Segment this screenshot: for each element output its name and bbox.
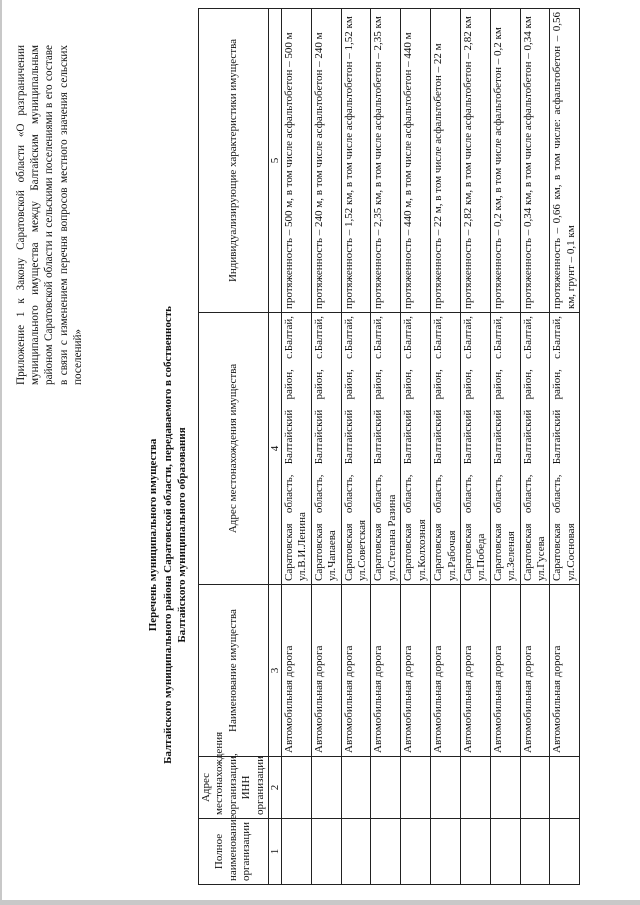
org-address-cell xyxy=(341,757,371,819)
org-name-cell xyxy=(371,819,401,885)
property-name-cell: Автомобильная дорога xyxy=(490,585,520,757)
column-number-row xyxy=(269,9,282,885)
header-property-name: Наименование имущества xyxy=(199,585,269,757)
header-row xyxy=(199,9,269,885)
org-name-cell xyxy=(431,819,461,885)
table-row xyxy=(550,9,580,885)
property-address-cell: Саратовская область, Балтайский район, с.Балтай, ул.Чапаева xyxy=(311,313,341,585)
appendix-note: Приложение 1 к Закону Саратовской области «О разграничении муниципального имущества между Балтайским муниципальным районом Саратовской области и сельскими поселениями в его составе в связи с изменением перечня вопросов местного значения сельских поселений» xyxy=(15,45,84,385)
characteristics-cell: протяженность – 0,34 км, в том числе асфальтобетон – 0,34 км xyxy=(520,9,550,313)
property-name-cell: Автомобильная дорога xyxy=(282,585,312,757)
org-address-cell xyxy=(371,757,401,819)
property-name-cell: Автомобильная дорога xyxy=(520,585,550,757)
title-line-3: Балтайского муниципального образования xyxy=(176,427,188,643)
property-address-cell: Саратовская область, Балтайский район, с.Балтай, ул.Советская xyxy=(341,313,371,585)
table-row xyxy=(341,9,371,885)
characteristics-cell: протяженность – 0,2 км, в том числе асфальтобетон – 0,2 км xyxy=(490,9,520,313)
property-name-cell: Автомобильная дорога xyxy=(460,585,490,757)
title-line-2: Балтайского муниципального района Саратовской области, передаваемого в собственность xyxy=(161,306,174,764)
property-address-cell: Саратовская область, Балтайский район, с.Балтай, ул.Победа xyxy=(460,313,490,585)
property-name-cell: Автомобильная дорога xyxy=(341,585,371,757)
characteristics-cell: протяженность – 240 м, в том числе асфальтобетон – 240 м xyxy=(311,9,341,313)
property-address-cell: Саратовская область, Балтайский район, с.Балтай, ул.Зеленая xyxy=(490,313,520,585)
document-title xyxy=(146,255,190,815)
table-row xyxy=(460,9,490,885)
org-address-cell xyxy=(401,757,431,819)
column-number: 2 xyxy=(269,757,282,819)
org-name-cell xyxy=(311,819,341,885)
title-line-1: Перечень муниципального имущества xyxy=(147,438,159,632)
property-name-cell: Автомобильная дорога xyxy=(371,585,401,757)
characteristics-cell: протяженность – 0,66 км, в том числе: асфальтобетон – 0,56 км, грунт – 0,1 км xyxy=(550,9,580,313)
org-name-cell xyxy=(550,819,580,885)
table-row xyxy=(371,9,401,885)
table-row xyxy=(431,9,461,885)
property-address-cell: Саратовская область, Балтайский район, с.Балтай, ул.Рабочая xyxy=(431,313,461,585)
org-name-cell xyxy=(520,819,550,885)
column-number: 1 xyxy=(269,819,282,885)
header-property-address: Адрес местонахождения имущества xyxy=(199,313,269,585)
org-name-cell xyxy=(282,819,312,885)
property-address-cell: Саратовская область, Балтайский район, с.Балтай, ул.Колхозная xyxy=(401,313,431,585)
characteristics-cell: протяженность – 2,35 км, в том числе асфальтобетон – 2,35 км xyxy=(371,9,401,313)
table-row xyxy=(520,9,550,885)
column-number: 4 xyxy=(269,313,282,585)
org-address-cell xyxy=(490,757,520,819)
characteristics-cell: протяженность – 500 м, в том числе асфальтобетон – 500 м xyxy=(282,9,312,313)
org-name-cell xyxy=(460,819,490,885)
table-row xyxy=(311,9,341,885)
org-address-cell xyxy=(460,757,490,819)
column-number: 3 xyxy=(269,585,282,757)
property-address-cell: Саратовская область, Балтайский район, с.Балтай, ул.Гусева xyxy=(520,313,550,585)
property-name-cell: Автомобильная дорога xyxy=(550,585,580,757)
property-name-cell: Автомобильная дорога xyxy=(311,585,341,757)
table-row xyxy=(282,9,312,885)
header-org-name: Полное наименование организации xyxy=(199,819,269,885)
header-org-address: Адрес местонахождения организации, ИНН организации xyxy=(199,757,269,819)
property-address-cell: Саратовская область, Балтайский район, с.Балтай, ул.В.И.Ленина xyxy=(282,313,312,585)
characteristics-cell: протяженность – 2,82 км, в том числе асфальтобетон – 2,82 км xyxy=(460,9,490,313)
org-name-cell xyxy=(490,819,520,885)
characteristics-cell: протяженность – 440 м, в том числе асфальтобетон – 440 м xyxy=(401,9,431,313)
org-address-cell xyxy=(431,757,461,819)
property-name-cell: Автомобильная дорога xyxy=(401,585,431,757)
org-address-cell xyxy=(520,757,550,819)
org-name-cell xyxy=(401,819,431,885)
header-characteristics: Индивидуализирующие характеристики имущества xyxy=(199,9,269,313)
column-number: 5 xyxy=(269,9,282,313)
property-name-cell: Автомобильная дорога xyxy=(431,585,461,757)
characteristics-cell: протяженность – 1,52 км, в том числе асфальтобетон – 1,52 км xyxy=(341,9,371,313)
property-address-cell: Саратовская область, Балтайский район, с.Балтай, ул.Сосновая xyxy=(550,313,580,585)
org-address-cell xyxy=(282,757,312,819)
table-row xyxy=(490,9,520,885)
org-name-cell xyxy=(341,819,371,885)
property-address-cell: Саратовская область, Балтайский район, с.Балтай, ул.Степана Разина xyxy=(371,313,401,585)
characteristics-cell: протяженность – 22 м, в том числе асфальтобетон – 22 м xyxy=(431,9,461,313)
org-address-cell xyxy=(311,757,341,819)
table-row xyxy=(401,9,431,885)
org-address-cell xyxy=(550,757,580,819)
property-table xyxy=(198,8,580,885)
